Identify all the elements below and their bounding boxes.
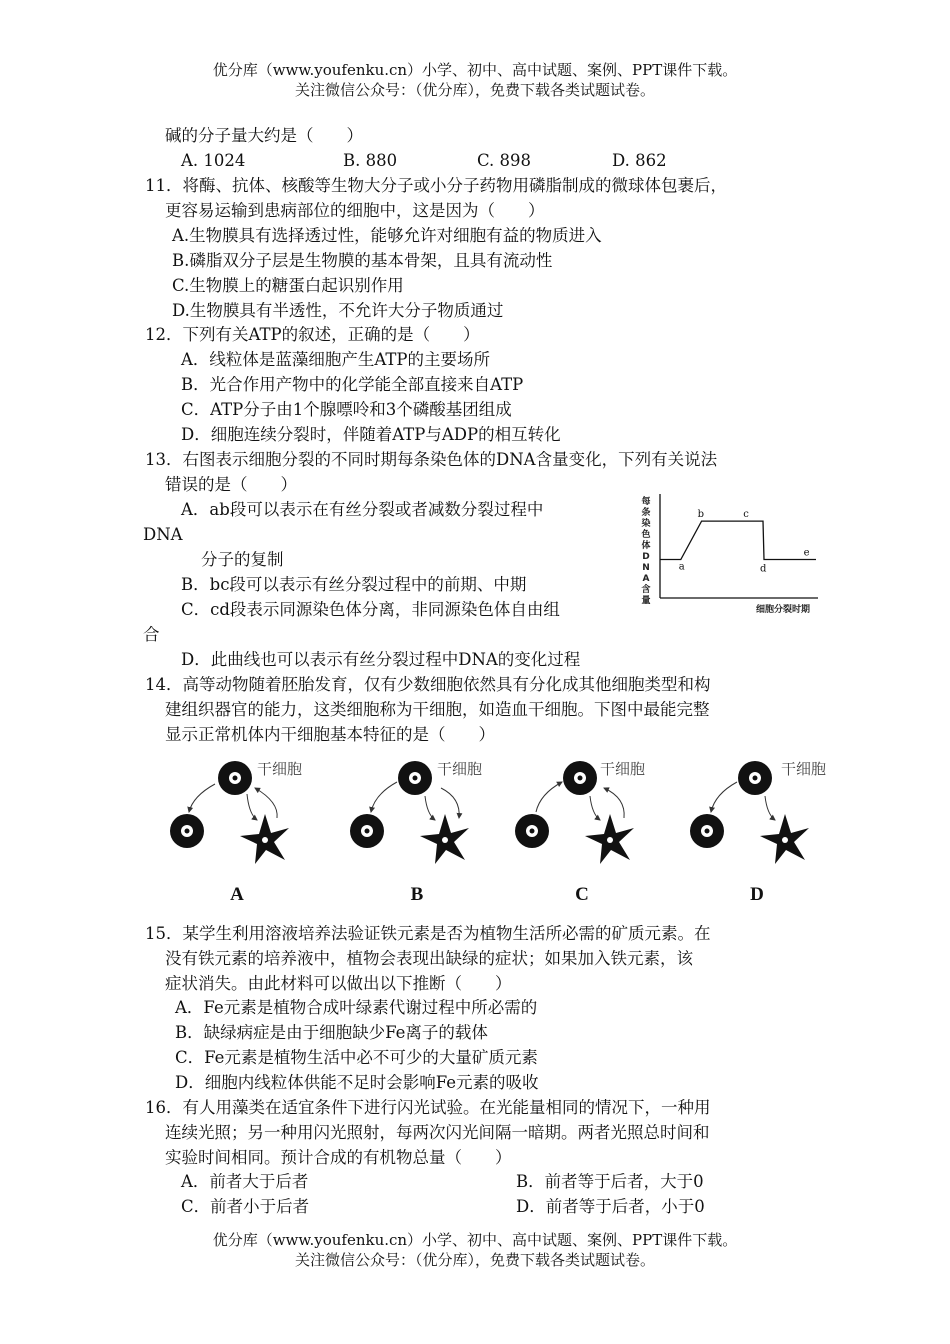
stem-figure-b: [345, 758, 495, 908]
q13-stem-1: 13．右图表示细胞分裂的不同时期每条染色体的DNA含量变化，下列有关说法: [145, 450, 718, 469]
stem-figure-c: [510, 758, 660, 908]
y-label-char: 色: [641, 530, 651, 540]
q10-option-c: C. 898: [477, 151, 532, 170]
stem-cell-label: 干细胞: [600, 760, 646, 778]
dna-content-chart: [640, 492, 822, 620]
q15-stem-3: 症状消失。由此材料可以做出以下推断（ ）: [165, 974, 512, 993]
q10-option-a: A. 1024: [181, 151, 246, 170]
chart-x-label: 细胞分裂时期: [756, 605, 811, 615]
q10-option-d: D. 862: [612, 151, 667, 170]
q13-option-c-wrap: 合: [143, 625, 160, 644]
page-header: [0, 60, 950, 100]
q11-option-b: B.磷脂双分子层是生物膜的基本骨架，且具有流动性: [172, 251, 553, 270]
q15-option-c: C．Fe元素是植物生活中必不可少的大量矿质元素: [175, 1048, 538, 1067]
q14-stem-1: 14．高等动物随着胚胎发育，仅有少数细胞依然具有分化成其他细胞类型和构: [145, 675, 711, 694]
q13-option-a-1: A．ab段可以表示在有丝分裂或者减数分裂过程中: [181, 500, 544, 519]
point-label-e: e: [803, 547, 810, 559]
point-label-b: b: [697, 509, 705, 521]
y-label-char: D: [642, 552, 650, 562]
q11-stem-2: 更容易运输到患病部位的细胞中，这是因为（ ）: [165, 201, 545, 220]
y-label-char: 每: [641, 497, 651, 507]
star-cell-icon: [420, 814, 469, 864]
y-label-char: 体: [641, 541, 651, 551]
stem-cell-label: 干细胞: [781, 760, 827, 778]
q16-stem-3: 实验时间相同。预计合成的有机物总量（ ）: [165, 1148, 512, 1167]
chart-y-label: [640, 495, 650, 606]
page-footer: [0, 1230, 950, 1270]
q16-stem-1: 16．有人用藻类在适宜条件下进行闪光试验。在光能量相同的情况下，一种用: [145, 1098, 711, 1117]
q14-stem-2: 建组织器官的能力，这类细胞称为干细胞，如造血干细胞。下图中最能完整: [165, 700, 710, 719]
point-label-d: d: [760, 563, 767, 575]
q10-tail: 碱的分子量大约是（ ）: [165, 126, 363, 145]
y-label-char: A: [642, 574, 650, 584]
y-label-char: 染: [641, 519, 651, 529]
q13-option-c-1: C．cd段表示同源染色体分离，非同源染色体自由组: [181, 600, 560, 619]
y-label-char: 含: [641, 585, 651, 595]
q11-stem-1: 11．将酶、抗体、核酸等生物大分子或小分子药物用磷脂制成的微球体包裹后，: [145, 176, 727, 195]
q16-option-c: C．前者小于后者: [181, 1197, 310, 1216]
q12-option-c: C．ATP分子由1个腺嘌呤和3个磷酸基团组成: [181, 400, 512, 419]
star-cell-icon: [760, 814, 809, 864]
q11-option-d: D.生物膜具有半透性，不允许大分子物质通过: [172, 301, 504, 320]
star-cell-icon: [240, 814, 289, 864]
stem-figure-d: [685, 758, 835, 908]
y-label-char: 条: [641, 508, 651, 518]
q12-stem: 12．下列有关ATP的叙述，正确的是（ ）: [145, 325, 480, 344]
q15-option-b: B．缺绿病症是由于细胞缺少Fe离子的载体: [175, 1023, 488, 1042]
stem-figure-a: [165, 758, 315, 908]
star-cell-icon: [585, 814, 634, 864]
q10-option-b: B. 880: [343, 151, 398, 170]
q12-option-a: A．线粒体是蓝藻细胞产生ATP的主要场所: [181, 350, 491, 369]
q16-stem-2: 连续光照；另一种用闪光照射，每两次闪光间隔一暗期。两者光照总时间和: [165, 1123, 710, 1142]
q15-stem-1: 15．某学生利用溶液培养法验证铁元素是否为植物生活所必需的矿质元素。在: [145, 924, 711, 943]
point-label-c: c: [743, 509, 749, 521]
header-line-2: 关注微信公众号：（优分库），免费下载各类试题试卷。: [294, 81, 655, 99]
q13-option-a-wrap: DNA: [143, 525, 183, 544]
q13-option-b: B．bc段可以表示有丝分裂过程中的前期、中期: [181, 575, 527, 594]
q16-option-d: D．前者等于后者，小于0: [516, 1197, 705, 1216]
q15-stem-2: 没有铁元素的培养液中，植物会表现出缺绿的症状；如果加入铁元素，该: [165, 949, 693, 968]
q13-option-d: D．此曲线也可以表示有丝分裂过程中DNA的变化过程: [181, 650, 581, 669]
stem-cell-figures: [165, 758, 845, 908]
q15-option-a: A．Fe元素是植物合成叶绿素代谢过程中所必需的: [175, 998, 538, 1017]
q12-option-b: B．光合作用产物中的化学能全部直接来自ATP: [181, 375, 524, 394]
footer-line-2: 关注微信公众号：（优分库），免费下载各类试题试卷。: [294, 1251, 655, 1269]
q13-option-a-2: 分子的复制: [201, 550, 284, 569]
q11-option-c: C.生物膜上的糖蛋白起识别作用: [172, 276, 404, 295]
dna-line-series: [660, 521, 816, 559]
figure-letter: D: [750, 884, 764, 905]
header-line-1: 优分库（www.youfenku.cn）小学、初中、高中试题、案例、PPT课件下载。: [212, 61, 738, 79]
q12-option-d: D．细胞连续分裂时，伴随着ATP与ADP的相互转化: [181, 425, 561, 444]
q16-option-a: A．前者大于后者: [181, 1172, 309, 1191]
q11-option-a: A.生物膜具有选择透过性，能够允许对细胞有益的物质进入: [172, 226, 602, 245]
y-label-char: N: [642, 563, 650, 573]
figure-letter: B: [410, 884, 424, 905]
q14-stem-3: 显示正常机体内干细胞基本特征的是（ ）: [165, 725, 495, 744]
figure-letter: C: [575, 884, 589, 905]
footer-line-1: 优分库（www.youfenku.cn）小学、初中、高中试题、案例、PPT课件下载。: [212, 1231, 738, 1249]
y-label-char: 量: [641, 596, 651, 606]
stem-cell-label: 干细胞: [437, 760, 483, 778]
stem-cell-label: 干细胞: [257, 760, 303, 778]
figure-letter: A: [230, 884, 244, 905]
q16-option-b: B．前者等于后者，大于0: [516, 1172, 704, 1191]
point-label-a: a: [678, 561, 685, 573]
q13-stem-2: 错误的是（ ）: [165, 475, 297, 494]
q15-option-d: D．细胞内线粒体供能不足时会影响Fe元素的吸收: [175, 1073, 539, 1092]
